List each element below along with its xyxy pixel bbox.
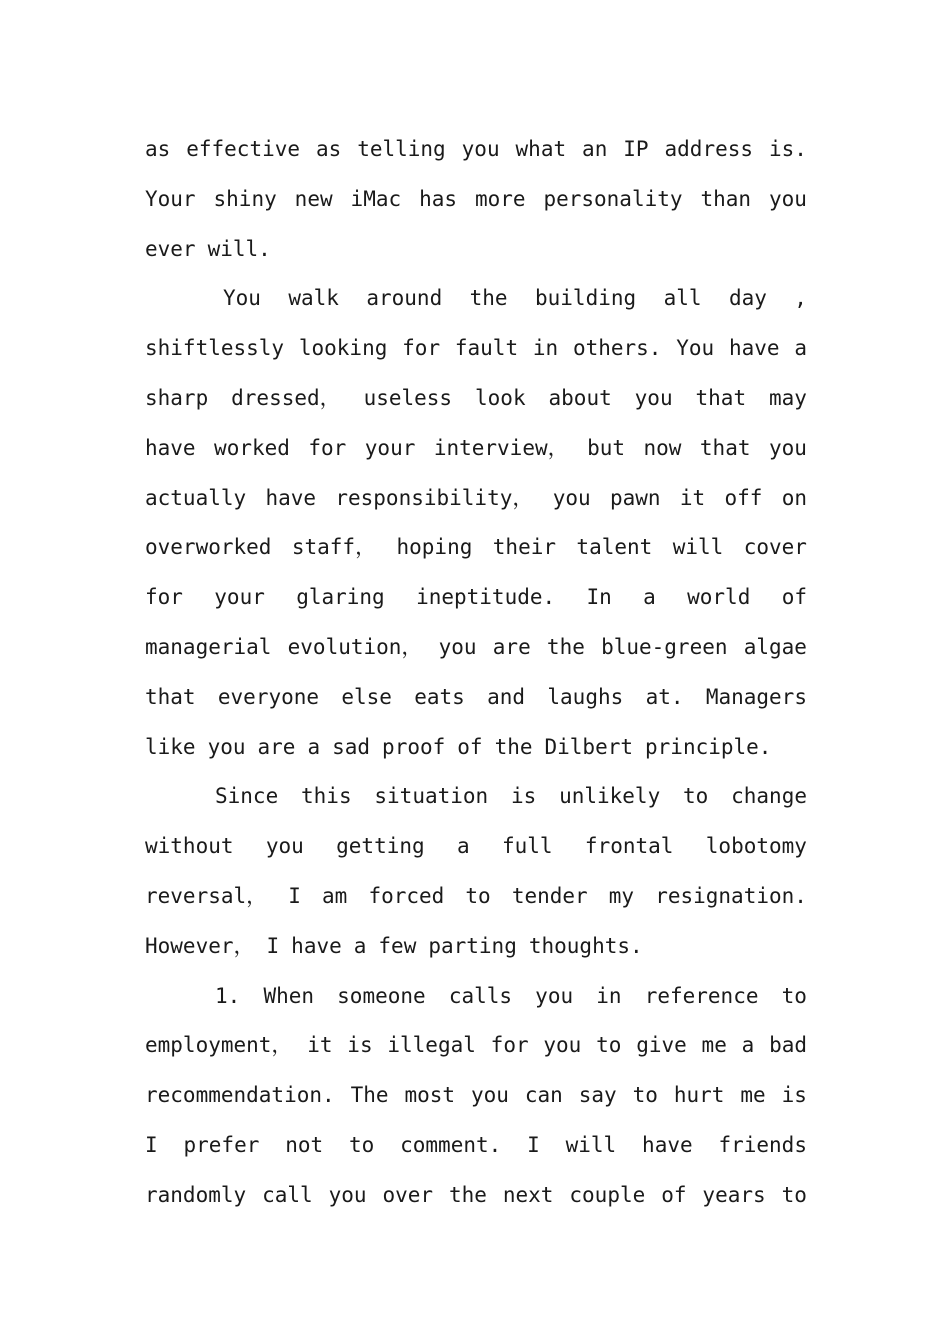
word: shiny xyxy=(213,186,277,211)
word: have xyxy=(145,435,196,460)
word: to xyxy=(781,983,807,1008)
word: managerial xyxy=(145,634,272,659)
word: than xyxy=(700,186,752,211)
text-line xyxy=(145,1171,807,1221)
word: a xyxy=(741,1033,755,1058)
word: fault xyxy=(454,336,519,361)
word: me xyxy=(701,1033,727,1058)
word: principle. xyxy=(645,734,772,759)
word: have xyxy=(265,485,317,510)
word: the xyxy=(546,634,585,659)
word: will. xyxy=(207,236,271,261)
word: call xyxy=(262,1182,313,1207)
word: now xyxy=(643,435,682,460)
text-line xyxy=(145,424,807,474)
word: the xyxy=(494,734,533,759)
word: illegal xyxy=(387,1033,476,1058)
word: of xyxy=(661,1182,687,1207)
word: thoughts. xyxy=(528,933,643,958)
word: give xyxy=(636,1033,687,1058)
word: you xyxy=(470,1083,509,1108)
word: IP xyxy=(623,137,649,161)
text-line xyxy=(145,225,807,275)
word: that xyxy=(699,435,751,460)
word: you xyxy=(552,485,591,510)
word: resignation. xyxy=(655,883,807,908)
word: my xyxy=(608,883,635,908)
word: unlikely xyxy=(559,784,661,809)
word: have xyxy=(642,1132,693,1157)
word: laughs xyxy=(547,684,624,709)
word: you xyxy=(207,734,246,759)
word: recommendation. xyxy=(145,1083,335,1108)
word: proof xyxy=(382,734,446,759)
word: Dilbert xyxy=(544,734,634,759)
word: years xyxy=(702,1182,766,1207)
text-line xyxy=(145,374,807,424)
word: for xyxy=(402,336,441,361)
word: couple xyxy=(569,1182,646,1207)
word: ever xyxy=(145,236,196,261)
text-line xyxy=(145,972,807,1022)
word: parting xyxy=(428,933,517,958)
word: at. xyxy=(645,684,684,709)
word: day xyxy=(728,286,767,311)
word: what xyxy=(515,137,567,161)
word: prefer xyxy=(183,1132,260,1157)
word: me xyxy=(740,1083,766,1108)
word: blue-green xyxy=(601,634,728,659)
text-line xyxy=(145,175,807,225)
word: have xyxy=(728,336,780,361)
word: your xyxy=(364,435,416,460)
word: glaring xyxy=(296,585,385,610)
word: few xyxy=(378,933,417,958)
text-line xyxy=(145,673,807,723)
word: worked xyxy=(214,435,290,460)
word: randomly xyxy=(145,1182,247,1207)
word: frontal xyxy=(584,834,674,859)
word: You xyxy=(223,286,261,311)
word: the xyxy=(469,286,508,311)
word: a xyxy=(353,933,367,958)
text-line xyxy=(145,474,807,524)
word: a xyxy=(457,834,470,859)
word: You xyxy=(676,336,715,361)
word: I xyxy=(145,1132,158,1157)
word: friends xyxy=(718,1132,807,1157)
word: responsibility， xyxy=(335,485,534,510)
word: sad xyxy=(332,734,371,759)
word: to xyxy=(683,784,709,809)
word: situation xyxy=(374,784,489,809)
word: for xyxy=(490,1033,529,1058)
text-line xyxy=(145,274,807,324)
word: else xyxy=(341,684,392,709)
word: I xyxy=(266,933,280,958)
text-line xyxy=(145,623,807,673)
word: evolution， xyxy=(287,634,423,659)
word: dressed， xyxy=(231,385,341,410)
word: full xyxy=(502,834,553,859)
text-line xyxy=(145,922,807,972)
word: off xyxy=(724,485,763,510)
word: is. xyxy=(768,137,807,161)
word: to xyxy=(348,1132,375,1157)
text-line xyxy=(145,1021,807,1071)
word: staff， xyxy=(291,535,377,560)
word: the xyxy=(449,1182,487,1207)
word: a xyxy=(794,336,807,361)
word: a xyxy=(307,734,321,759)
word: comment. xyxy=(400,1132,502,1157)
word: personality xyxy=(543,186,683,211)
word: shiftlessly xyxy=(145,336,285,361)
word: to xyxy=(596,1033,622,1058)
word: walk xyxy=(288,286,339,311)
word: of xyxy=(457,734,483,759)
word: algae xyxy=(743,634,807,659)
word: has xyxy=(419,186,457,211)
text-line xyxy=(145,772,807,822)
word: calls xyxy=(448,983,513,1008)
word: sharp xyxy=(145,385,209,410)
word: most xyxy=(404,1083,456,1108)
word: I xyxy=(288,883,301,908)
word: will xyxy=(565,1132,617,1157)
text-line xyxy=(145,573,807,623)
word: talent xyxy=(576,535,653,560)
word: interview， xyxy=(433,435,569,460)
word: address xyxy=(664,137,754,161)
word: in xyxy=(596,983,622,1008)
word: hurt xyxy=(673,1083,725,1108)
text-line xyxy=(145,1071,807,1121)
word: I xyxy=(527,1132,540,1157)
word: Since xyxy=(215,784,279,809)
word: new xyxy=(294,186,333,211)
text-line xyxy=(145,523,807,573)
word: , xyxy=(794,286,807,311)
text-line xyxy=(145,324,807,374)
word: more xyxy=(474,186,526,211)
word: for xyxy=(308,435,347,460)
word: for xyxy=(145,585,183,610)
word: lobotomy xyxy=(705,834,807,859)
word: to xyxy=(465,883,491,908)
word: of xyxy=(781,585,807,610)
text-line xyxy=(145,872,807,922)
word: an xyxy=(582,137,608,161)
word: Your xyxy=(145,186,196,211)
word: change xyxy=(731,784,807,809)
word: around xyxy=(366,286,443,311)
word: next xyxy=(502,1182,554,1207)
word: you xyxy=(438,634,477,659)
word: you xyxy=(768,186,807,211)
word: you xyxy=(535,983,574,1008)
word: on xyxy=(781,485,807,510)
word: others. xyxy=(572,336,662,361)
word: employment， xyxy=(145,1033,293,1058)
word: but xyxy=(587,435,626,460)
word: this xyxy=(301,784,352,809)
word: pawn xyxy=(609,485,661,510)
word: it xyxy=(307,1033,333,1058)
word: your xyxy=(214,585,265,610)
word: someone xyxy=(337,983,426,1008)
word: over xyxy=(382,1182,434,1207)
word: effective xyxy=(186,137,301,161)
word: you xyxy=(461,137,500,161)
word: will xyxy=(672,535,724,560)
word: bad xyxy=(769,1033,807,1058)
word: ineptitude. xyxy=(416,585,556,610)
word: In xyxy=(586,585,612,610)
word: and xyxy=(487,684,526,709)
word: reference xyxy=(644,983,759,1008)
word: as xyxy=(145,137,171,161)
word: have xyxy=(291,933,342,958)
word: eats xyxy=(414,684,465,709)
word: you xyxy=(634,385,673,410)
word: you xyxy=(328,1182,367,1207)
word: Managers xyxy=(705,684,807,709)
word: telling xyxy=(357,137,446,161)
word: useless xyxy=(363,385,453,410)
word: building xyxy=(535,286,637,311)
word: may xyxy=(769,385,807,410)
word: overworked xyxy=(145,535,272,560)
word: iMac xyxy=(350,186,402,211)
word: look xyxy=(475,385,526,410)
word: are xyxy=(492,634,531,659)
word: to xyxy=(781,1182,807,1207)
word: you xyxy=(768,435,807,460)
body-text xyxy=(145,125,807,1221)
word: as xyxy=(315,137,342,161)
text-line xyxy=(145,723,807,773)
word: 1. xyxy=(215,983,241,1008)
word: you xyxy=(543,1033,582,1058)
word: a xyxy=(643,585,656,610)
text-line xyxy=(145,125,807,175)
word: actually xyxy=(145,485,247,510)
word: The xyxy=(350,1083,389,1108)
word: is xyxy=(781,1083,807,1108)
word: are xyxy=(257,734,296,759)
word: that xyxy=(145,684,196,709)
word: forced xyxy=(368,883,445,908)
text-line xyxy=(145,1121,807,1171)
word: world xyxy=(687,585,751,610)
word: not xyxy=(285,1132,324,1157)
word: like xyxy=(145,734,196,759)
word: about xyxy=(548,385,612,410)
word: that xyxy=(695,385,747,410)
word: cover xyxy=(743,535,807,560)
word: looking xyxy=(298,336,388,361)
word: However， xyxy=(145,933,255,958)
word: everyone xyxy=(217,684,320,709)
word: When xyxy=(263,983,315,1008)
word: it xyxy=(679,485,706,510)
word: without xyxy=(145,834,234,859)
word: all xyxy=(663,286,702,311)
word: hoping xyxy=(396,535,473,560)
text-line xyxy=(145,822,807,872)
word: you xyxy=(265,834,304,859)
word: say xyxy=(578,1083,617,1108)
word: is xyxy=(347,1033,373,1058)
word: reversal， xyxy=(145,883,268,908)
word: is xyxy=(510,784,537,809)
word: to xyxy=(632,1083,658,1108)
word: in xyxy=(532,336,559,361)
word: tender xyxy=(511,883,588,908)
word: can xyxy=(524,1083,563,1108)
word: am xyxy=(322,883,348,908)
word: their xyxy=(492,535,556,560)
word: getting xyxy=(336,834,425,859)
